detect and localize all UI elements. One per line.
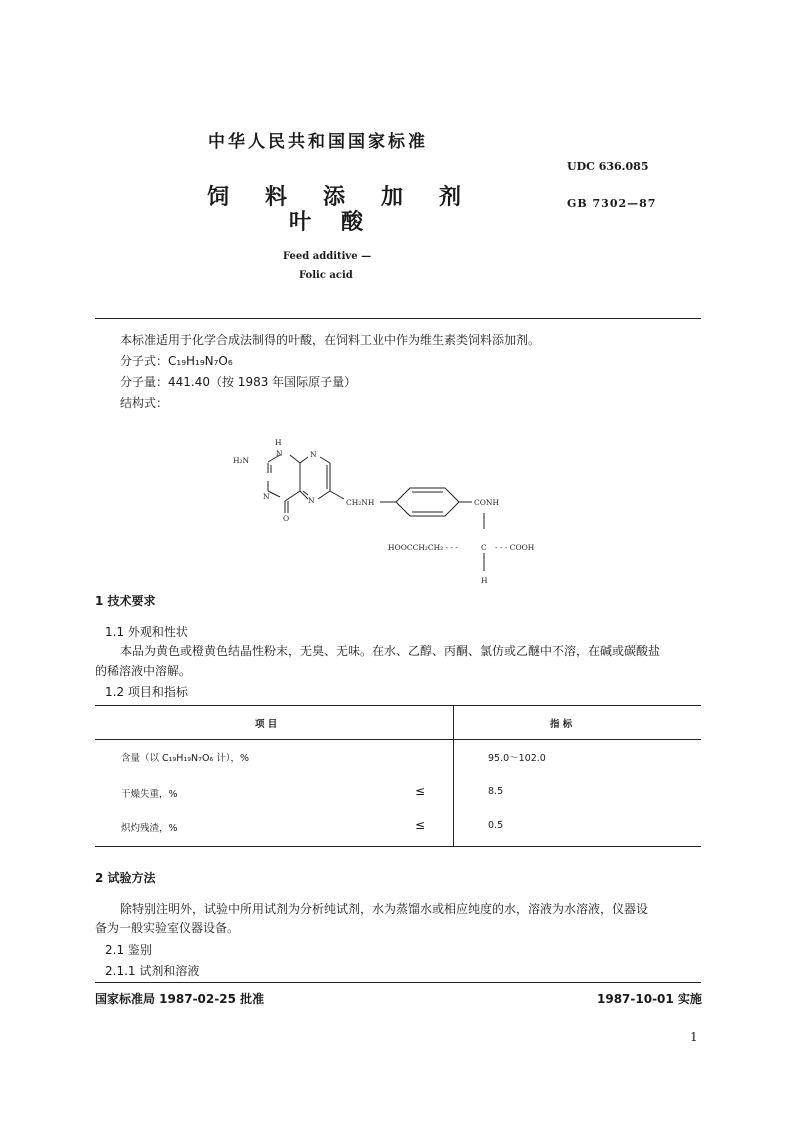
national-standard-title: 中华人民共和国国家标准 bbox=[208, 132, 428, 152]
atom-h-bottom: H bbox=[481, 576, 488, 585]
atom-c-center: C bbox=[481, 543, 487, 552]
section1-1-heading: 1.1 外观和性状 bbox=[105, 625, 188, 639]
atom-o: O bbox=[283, 514, 290, 523]
table-cell-item: 含量（以 C₁₉H₁₉N₇O₆ 计），% bbox=[121, 753, 250, 764]
atom-n-ring-right: N bbox=[310, 450, 317, 459]
gb-number: GB 7302—87 bbox=[567, 197, 657, 210]
section2-1-heading: 2.1 鉴别 bbox=[105, 943, 152, 957]
implementation-date: 1987-10-01 实施 bbox=[597, 992, 702, 1006]
test-method-text-line1: 除特别注明外，试验中所用试剂为分析纯试剂，水为蒸馏水或相应纯度的水，溶液为水溶液，仪器设 bbox=[120, 902, 649, 916]
appearance-text-line1: 本品为黄色或橙黄色结晶性粉末，无臭、无味。在水、乙醇、丙酮、氯仿或乙醚中不溶，在碱或碳酸盐 bbox=[120, 644, 661, 658]
table-cell-value: 95.0～102.0 bbox=[488, 753, 546, 764]
table-bottom-border bbox=[95, 846, 701, 847]
table-column-divider bbox=[453, 705, 454, 846]
group-hooc-chain: HOOCCH₂CH₂ - - - bbox=[388, 543, 458, 552]
section1-2-heading: 1.2 项目和指标 bbox=[105, 685, 188, 699]
section2-heading: 2 试验方法 bbox=[95, 871, 156, 885]
molecular-formula: 分子式：C₁₉H₁₉N₇O₆ bbox=[120, 354, 233, 368]
structural-formula bbox=[228, 433, 558, 588]
document-subtitle: 叶酸 bbox=[289, 210, 394, 235]
table-cell-value: 0.5 bbox=[488, 820, 504, 831]
atom-n-bottom: N bbox=[308, 496, 315, 505]
table-header-item: 项 目 bbox=[255, 719, 278, 730]
atom-n-top: N bbox=[276, 449, 283, 458]
group-cooh: - - - COOH bbox=[495, 543, 535, 552]
test-method-text-line2: 备为一般实验室仪器设备。 bbox=[95, 921, 240, 935]
section2-1-1-heading: 2.1.1 试剂和溶液 bbox=[105, 964, 200, 978]
english-title-line1: Feed additive — bbox=[283, 251, 372, 262]
table-cell-item: 炽灼残渣，% bbox=[121, 823, 178, 834]
atom-n-left: N bbox=[263, 492, 270, 501]
structure-label: 结构式： bbox=[120, 396, 169, 410]
table-cell-sign: ≤ bbox=[415, 818, 426, 832]
benzene-ring bbox=[396, 488, 484, 571]
atom-h-top: H bbox=[275, 438, 282, 447]
footer-divider bbox=[95, 982, 701, 983]
table-header-value: 指 标 bbox=[550, 719, 573, 730]
appearance-text-line2: 的稀溶液中溶解。 bbox=[95, 664, 192, 678]
table-top-border bbox=[95, 705, 701, 706]
document-title: 饲料添加剂 bbox=[207, 185, 498, 210]
molecular-weight: 分子量：441.40（按 1983 年国际原子量） bbox=[120, 375, 357, 389]
group-ch2nh: CH₂NH bbox=[346, 498, 375, 507]
udc-code: UDC 636.085 bbox=[567, 160, 649, 173]
page-number: 1 bbox=[690, 1030, 698, 1044]
table-cell-sign: ≤ bbox=[415, 784, 426, 798]
atom-h2n: H₂N bbox=[233, 456, 250, 465]
english-title-line2: Folic acid bbox=[299, 270, 353, 281]
scope-text: 本标准适用于化学合成法制得的叶酸，在饲料工业中作为维生素类饲料添加剂。 bbox=[120, 333, 541, 347]
table-header-border bbox=[95, 739, 701, 740]
section1-heading: 1 技术要求 bbox=[95, 594, 156, 608]
header-divider bbox=[95, 318, 701, 319]
pteridine-rings bbox=[268, 455, 396, 513]
table-cell-item: 干燥失重，% bbox=[121, 789, 178, 800]
group-conh: CONH bbox=[474, 498, 499, 507]
approval-date: 国家标准局 1987-02-25 批准 bbox=[95, 992, 265, 1006]
table-cell-value: 8.5 bbox=[488, 786, 504, 797]
